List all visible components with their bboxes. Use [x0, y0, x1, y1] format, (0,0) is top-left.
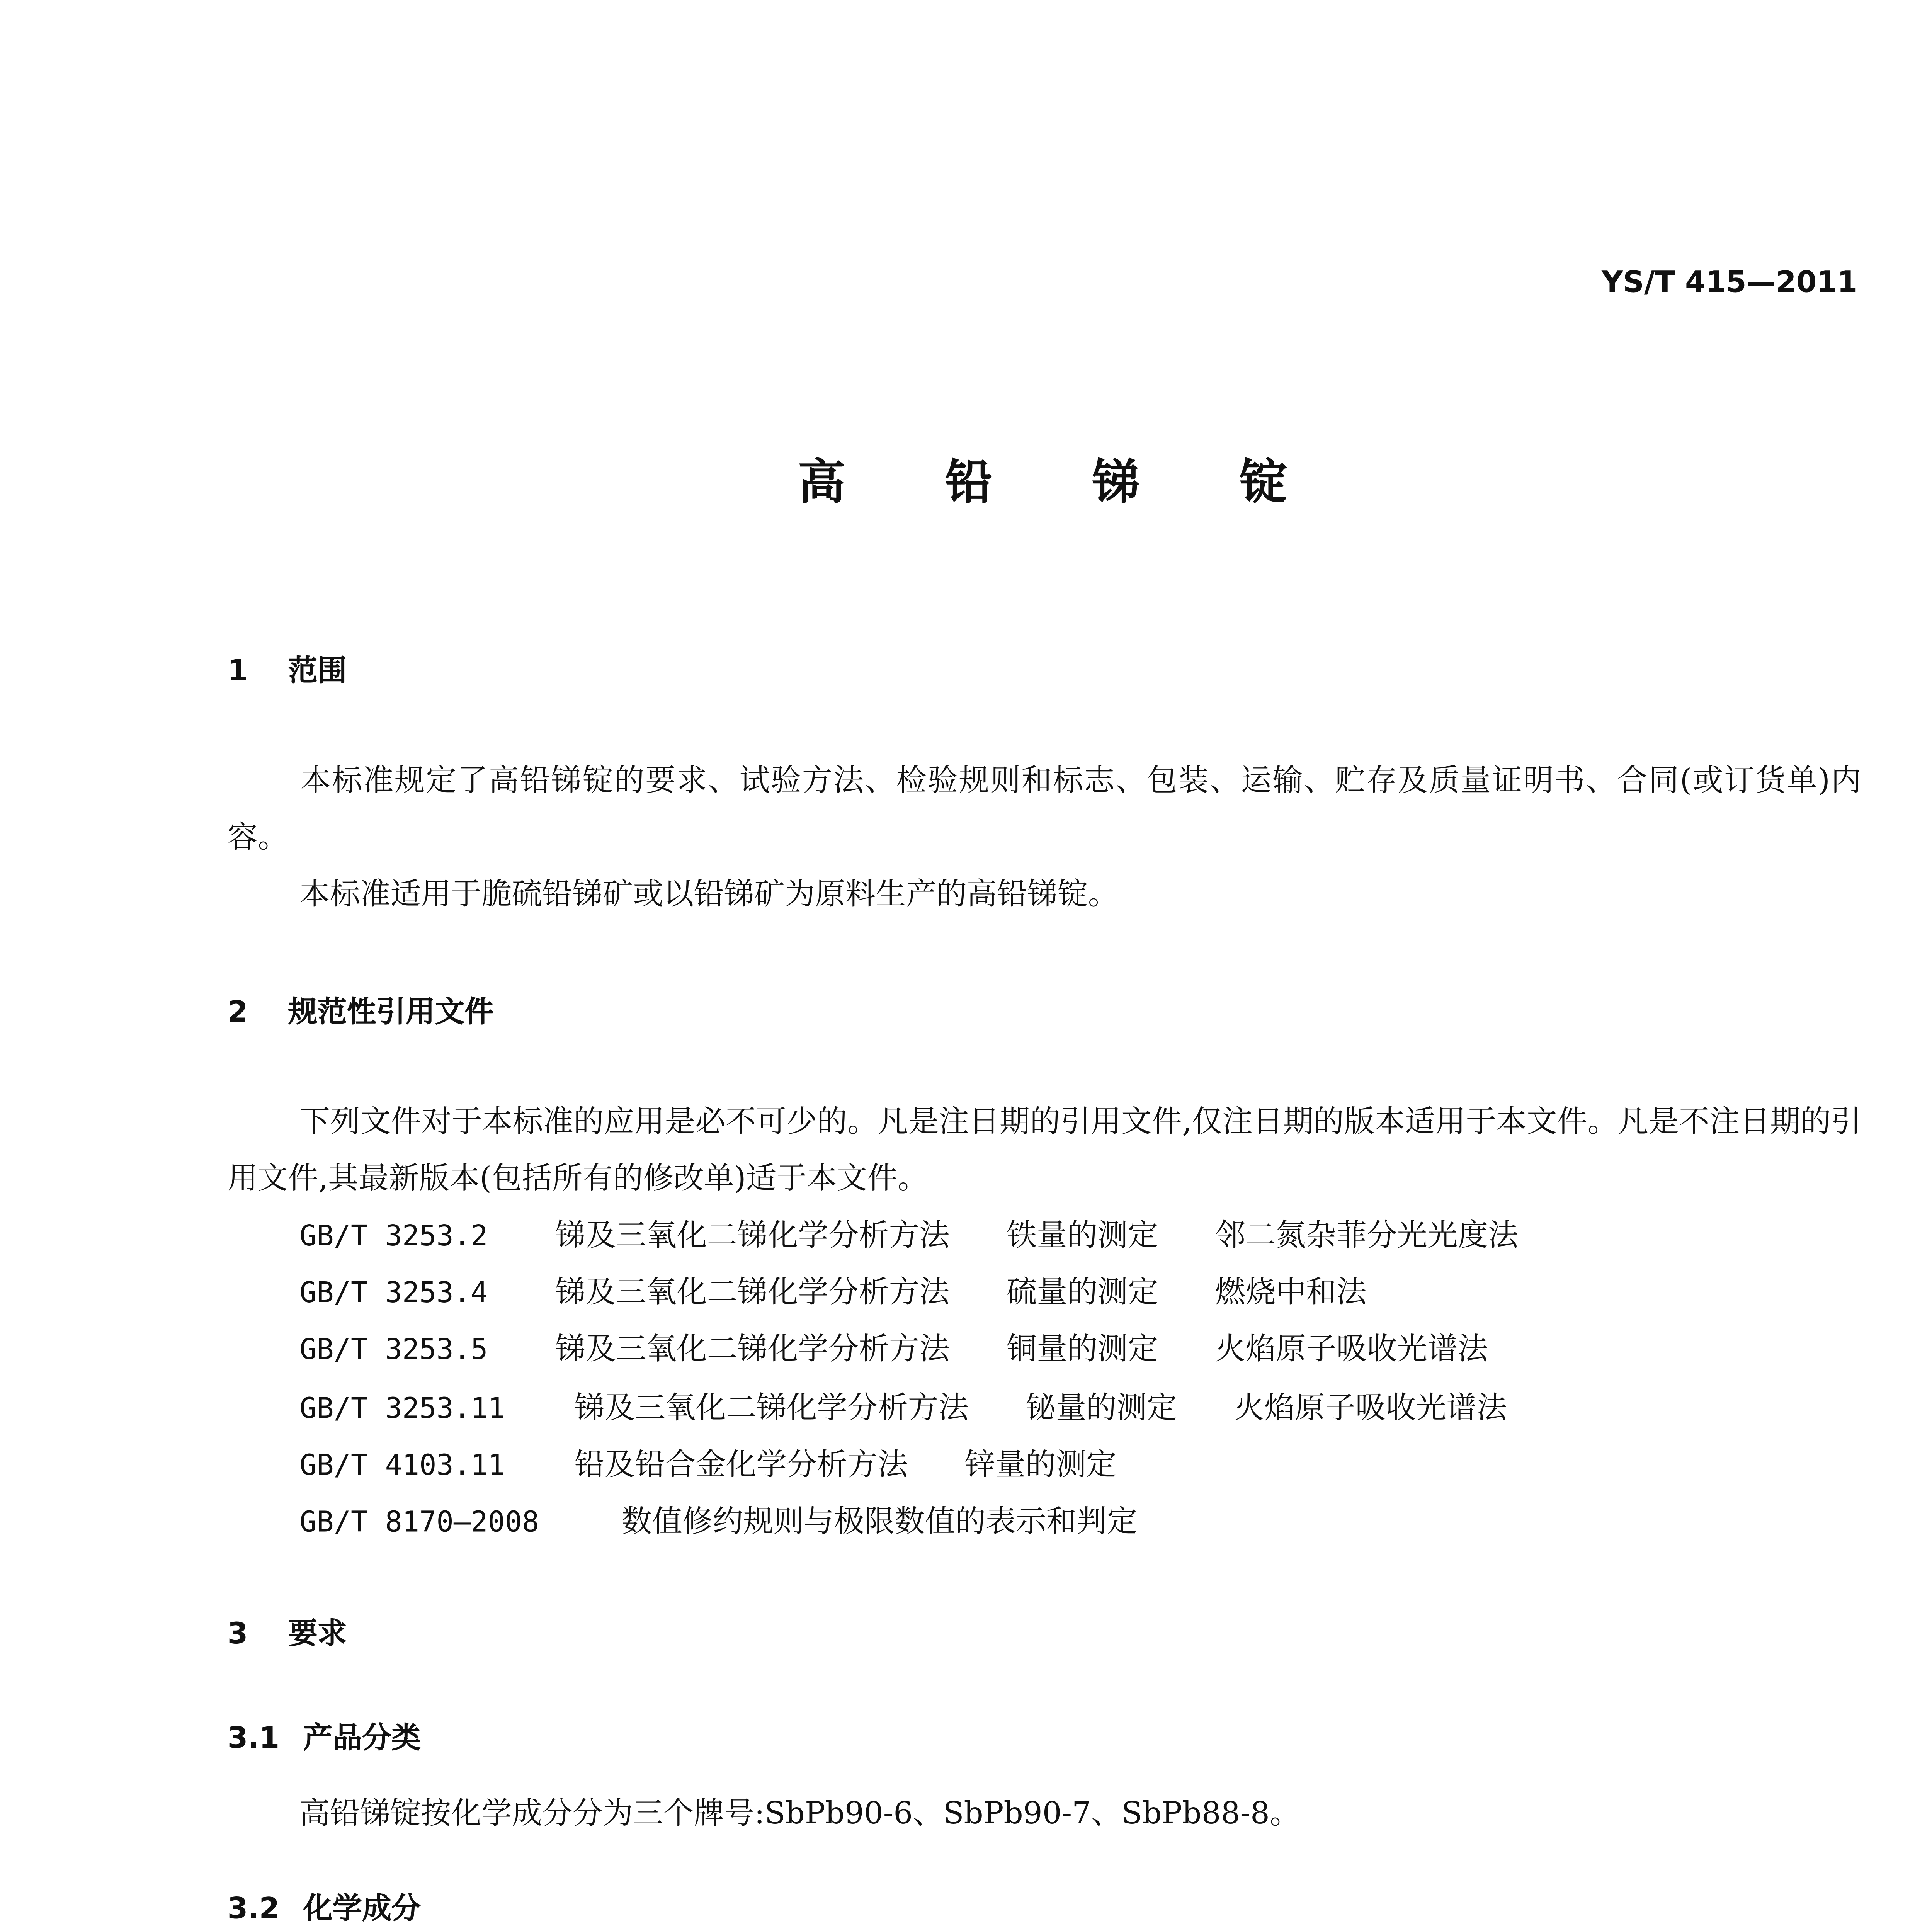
reference-title: 锑及三氧化二锑化学分析方法 — [555, 1274, 950, 1310]
reference-part: 铜量的测定 — [1006, 1331, 1158, 1367]
section-number: 3.1 — [227, 1721, 280, 1755]
normative-refs-intro: 下列文件对于本标准的应用是必不可少的。凡是注日期的引用文件,仅注日期的版本适用于本文件。凡是不注日期的引用文件,其最新版本(包括所有的修改单)适于本文件。 — [227, 1103, 1862, 1196]
reference-title: 铅及铅合金化学分析方法 — [574, 1446, 908, 1482]
reference-code: GB/T 3253.4 — [299, 1276, 488, 1310]
section-1-heading — [228, 648, 347, 690]
reference-title: 锑及三氧化二锑化学分析方法 — [555, 1217, 950, 1253]
document-code: YS/T 415—2011 — [1602, 265, 1858, 300]
reference-part: 铁量的测定 — [1006, 1217, 1158, 1253]
section-title: 产品分类 — [303, 1721, 421, 1755]
document-title: 高 铅 锑 锭 — [798, 455, 1329, 510]
reference-part: 硫量的测定 — [1006, 1274, 1158, 1310]
section-3-1-heading — [228, 1715, 421, 1757]
reference-code: GB/T 3253.2 — [299, 1219, 488, 1253]
reference-method: 火焰原子吸收光谱法 — [1215, 1331, 1488, 1367]
reference-item — [299, 1322, 1518, 1379]
section-3-2-heading — [228, 1886, 421, 1928]
classification-paragraph: 高铅锑锭按化学成分分为三个牌号:SbPb90-6、SbPb90-7、SbPb88-8。 — [299, 1795, 1300, 1831]
scope-paragraph-2: 本标准适用于脆硫铅锑矿或以铅锑矿为原料生产的高铅锑锭。 — [299, 876, 1119, 912]
reference-method: 邻二氮杂菲分光光度法 — [1215, 1217, 1519, 1253]
section-number: 1 — [227, 654, 248, 688]
reference-method: 燃烧中和法 — [1215, 1274, 1367, 1310]
reference-part: 锌量的测定 — [964, 1446, 1117, 1482]
section-number: 2 — [227, 995, 248, 1029]
reference-item — [299, 1493, 1518, 1551]
reference-code: GB/T 3253.11 — [299, 1390, 505, 1425]
reference-code: GB/T 4103.11 — [299, 1447, 505, 1482]
reference-code: GB/T 8170—2008 — [299, 1505, 539, 1539]
reference-title: 锑及三氧化二锑化学分析方法 — [555, 1331, 950, 1367]
reference-method: 火焰原子吸收光谱法 — [1234, 1388, 1507, 1425]
section-number: 3 — [227, 1617, 248, 1651]
reference-item — [299, 1436, 1518, 1493]
section-title: 规范性引用文件 — [288, 995, 494, 1029]
reference-title: 数值修约规则与极限数值的表示和判定 — [622, 1503, 1138, 1539]
reference-title: 锑及三氧化二锑化学分析方法 — [574, 1388, 969, 1425]
reference-code: GB/T 3253.5 — [299, 1333, 488, 1367]
reference-item — [299, 1265, 1518, 1322]
section-title: 要求 — [288, 1617, 347, 1651]
scope-paragraph-1: 本标准规定了高铅锑锭的要求、试验方法、检验规则和标志、包装、运输、贮存及质量证明书、合同(或订货单)内容。 — [227, 762, 1862, 855]
section-title: 范围 — [288, 654, 347, 688]
section-2-heading — [228, 990, 494, 1031]
reference-list — [299, 1208, 1518, 1551]
reference-item — [299, 1379, 1518, 1436]
reference-item — [299, 1208, 1518, 1265]
section-3-heading — [228, 1611, 347, 1653]
section-title: 化学成分 — [303, 1891, 421, 1926]
reference-part: 铋量的测定 — [1025, 1388, 1177, 1425]
section-number: 3.2 — [227, 1891, 280, 1926]
